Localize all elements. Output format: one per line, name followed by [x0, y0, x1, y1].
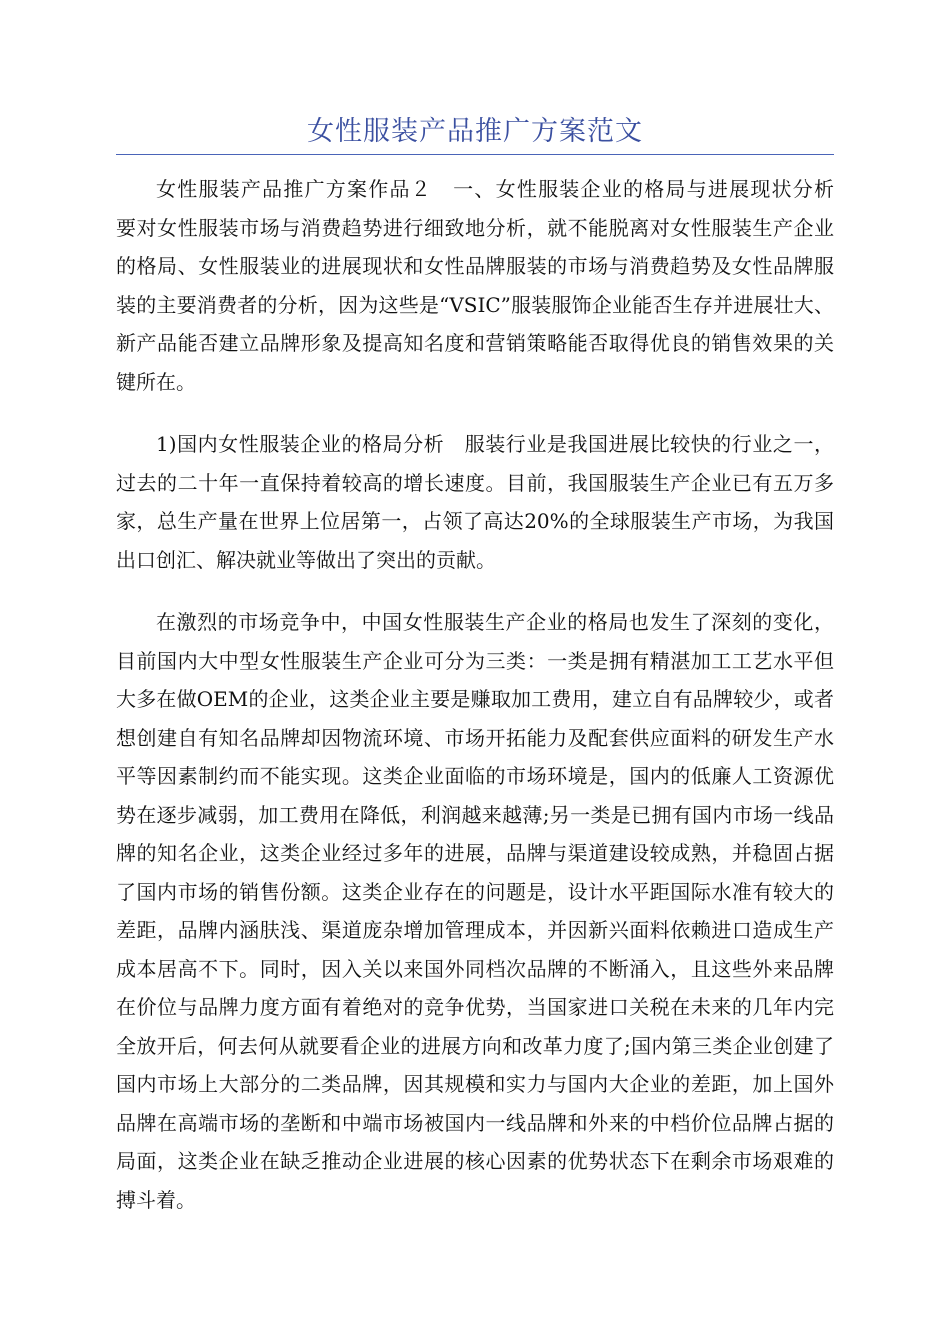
page-title: 女性服装产品推广方案范文 — [307, 116, 643, 147]
title-underline — [116, 154, 834, 155]
paragraph-3: 在激烈的市场竞争中，中国女性服装生产企业的格局也发生了深刻的变化，目前国内大中型女性服装生产企业可分为三类：一类是拥有精湛加工工艺水平但大多在做OEM的企业，这类企业主要是赚取加工费用，建立自有品牌较少，或者想创建自有知名品牌却因物流环境、市场开拓能力及配套供应面料的研发生产水平等因素制约而不能实现。这类企业面临的市场环境是，国内的低廉人工资源优势在逐步减弱，加工费用在降低，利润越来越薄;另一类是已拥有国内市场一线品牌的知名企业，这类企业经过多年的进展，品牌与渠道建设较成熟，并稳固占据了国内市场的销售份额。这类企业存在的问题是，设计水平距国际水准有较大的差距，品牌内涵肤浅、渠道庞杂增加管理成本，并因新兴面料依赖进口造成生产成本居高不下。同时，因入关以来国外同档次品牌的不断涌入，且这些外来品牌在价位与品牌力度方面有着绝对的竞争优势，当国家进口关税在未来的几年内完全放开后，何去何从就要看企业的进展方向和改革力度了;国内第三类企业创建了国内市场上大部分的二类品牌，因其规模和实力与国内大企业的差距，加上国外品牌在高端市场的垄断和中端市场被国内一线品牌和外来的中档价位品牌占据的局面，这类企业在缺乏推动企业进展的核心因素的优势状态下在剩余市场艰难的搏斗着。 — [116, 610, 834, 1212]
paragraph-1: 女性服装产品推广方案作品２ 一、女性服装企业的格局与进展现状分析 要对女性服装市场与消费趋势进行细致地分析，就不能脱离对女性服装生产企业的格局、女性服装业的进展现状和女性品牌服装的市场与消费趋势及女性品牌服装的主要消费者的分析，因为这些是“VSIC”服装服饰企业能否生存并进展壮大、新产品能否建立品牌形象及提高知名度和营销策略能否取得优良的销售效果的关键所在。 — [116, 177, 854, 394]
paragraph-2: 1)国内女性服装企业的格局分析 服装行业是我国进展比较快的行业之一，过去的二十年一直保持着较高的增长速度。目前，我国服装生产企业已有五万多家，总生产量在世界上位居第一，占领了高达20%的全球服装生产市场，为我国出口创汇、解决就业等做出了突出的贡献。 — [116, 432, 834, 572]
document-body — [116, 170, 854, 1243]
